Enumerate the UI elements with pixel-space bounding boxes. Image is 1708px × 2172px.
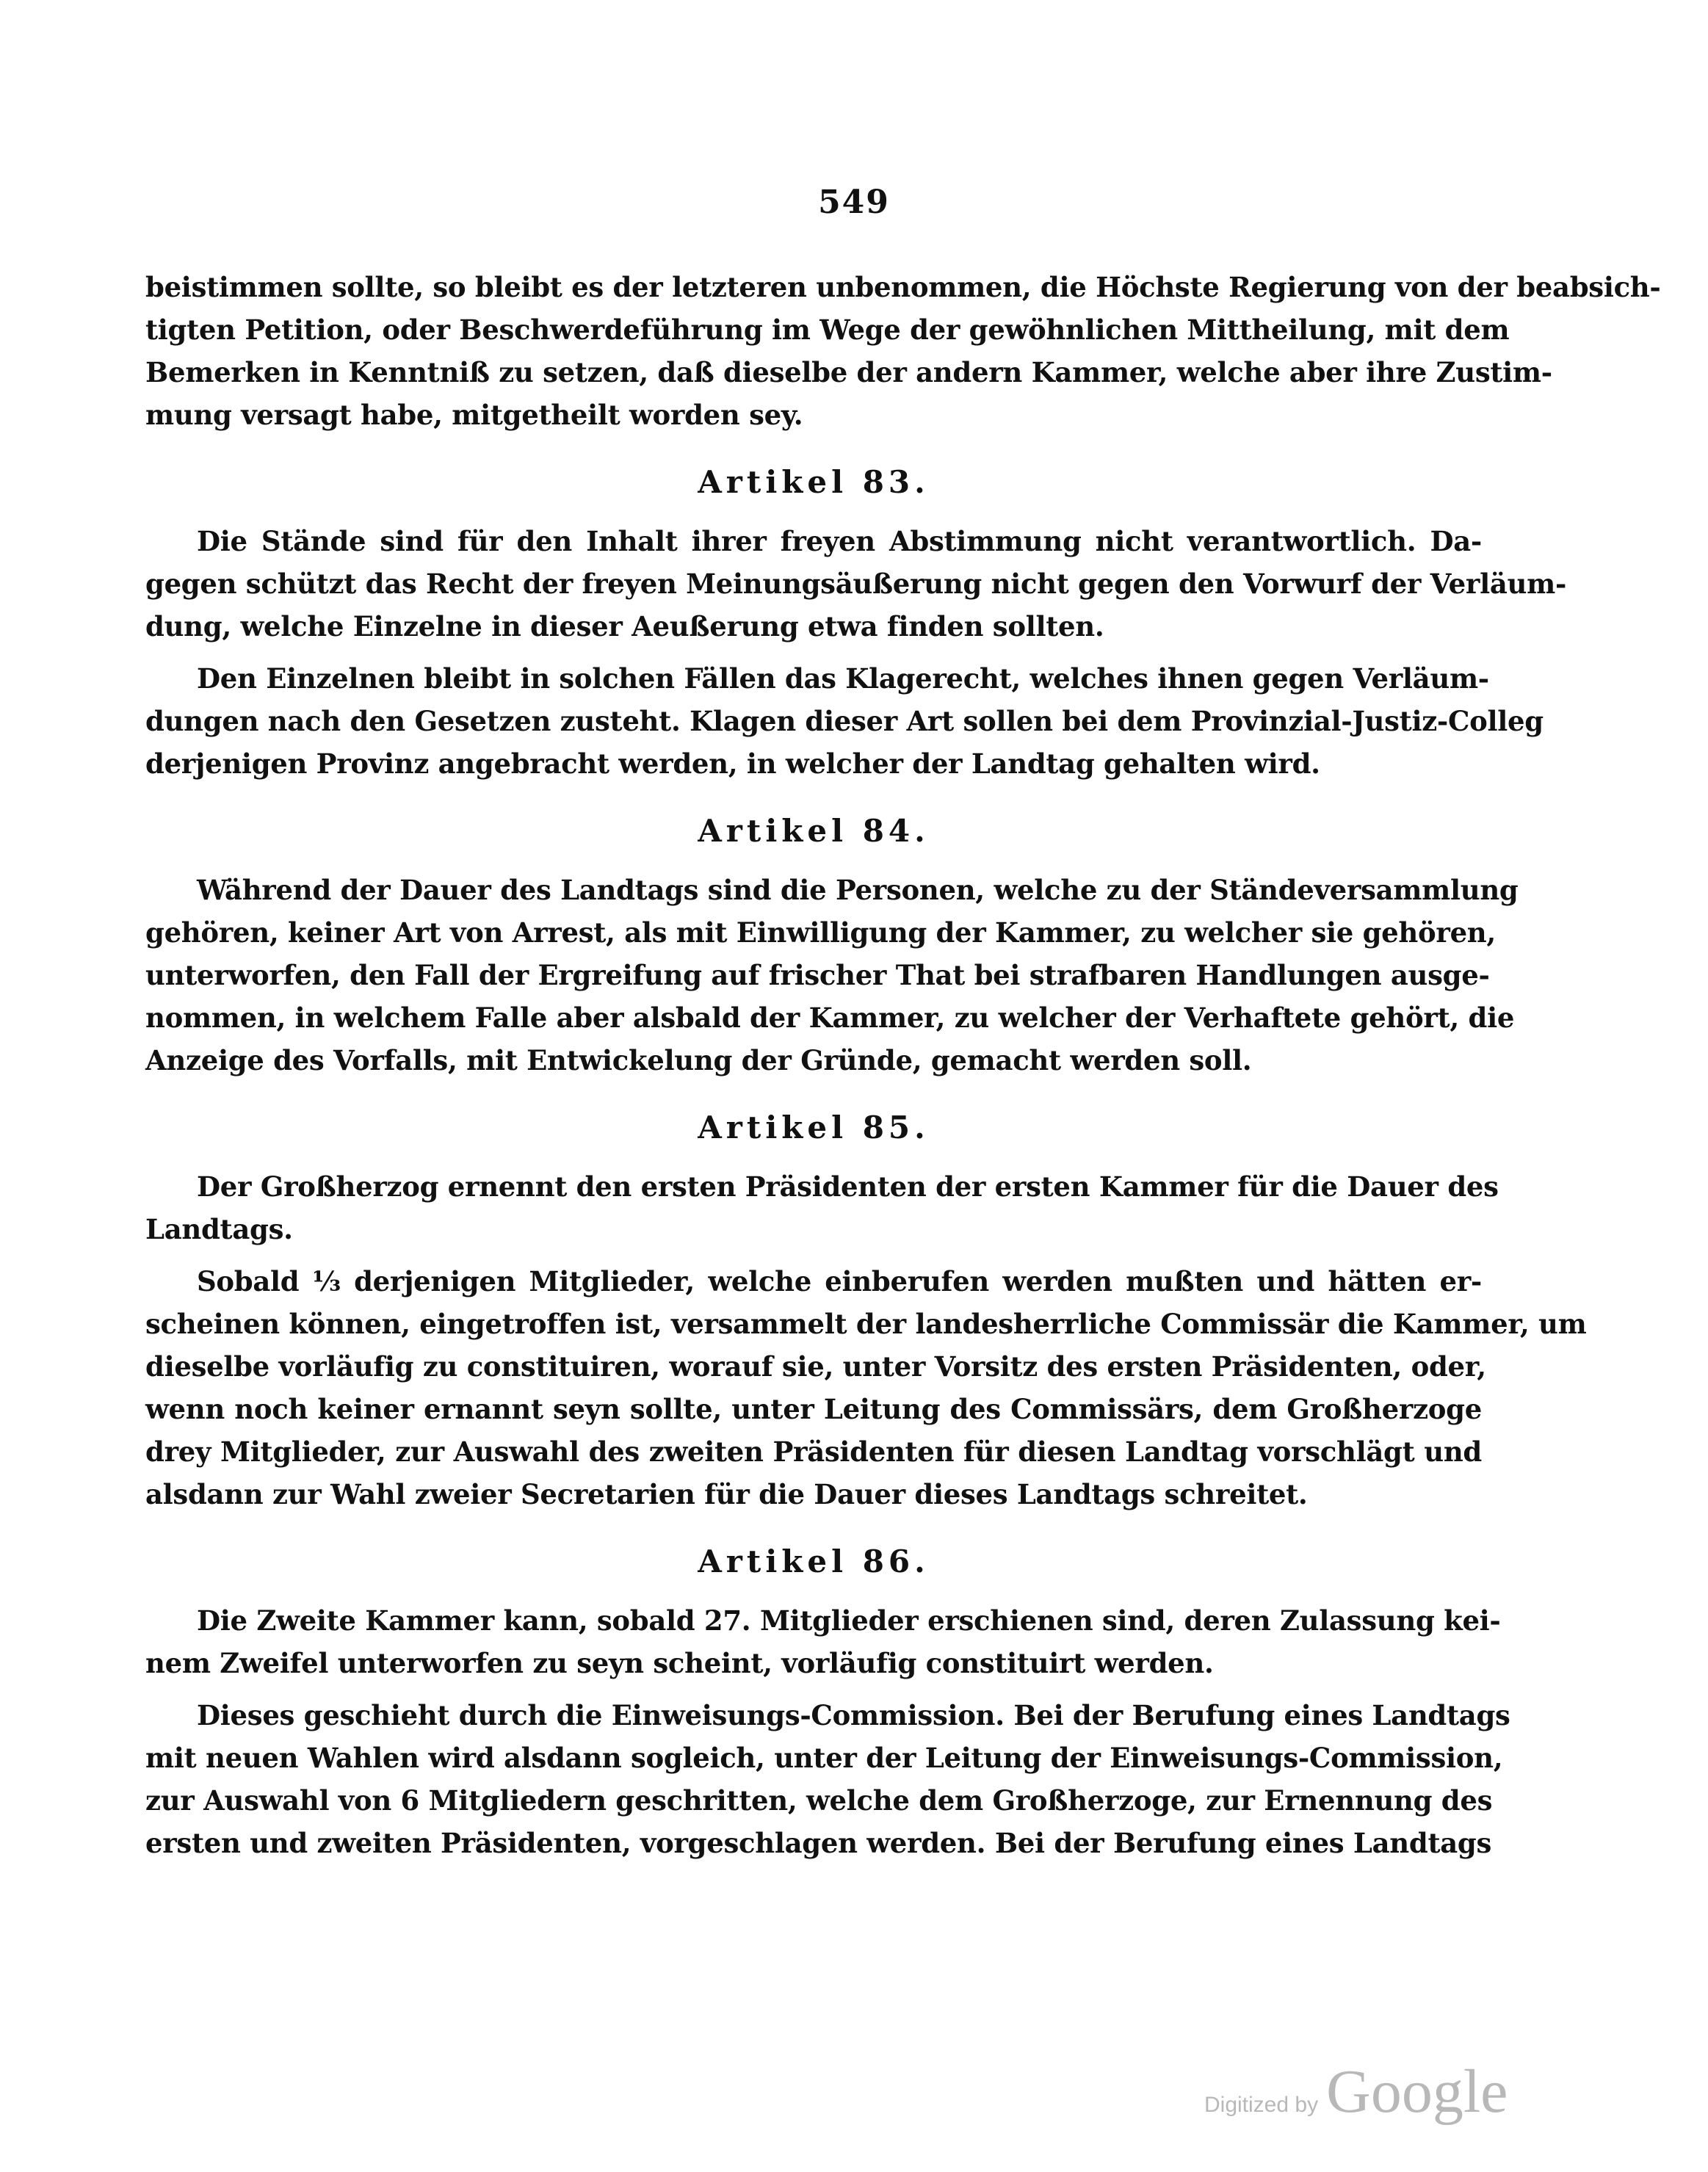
watermark-small-text: Digitized by <box>1204 2093 1319 2117</box>
article-heading: Artikel 85. <box>698 1109 930 1145</box>
paragraph <box>145 1694 1510 1864</box>
text-line: alsdann zur Wahl zweier Secretarien für die Dauer dieses Landtags schreitet. <box>145 1478 1308 1510</box>
text-line: tigten Petition, oder Beschwerdeführung im Wege der gewöhnlichen Mittheilung, mit dem <box>145 314 1510 346</box>
text-line: ersten und zweiten Präsidenten, vorgeschlagen werden. Bei der Berufung eines Landtags <box>145 1827 1492 1859</box>
text-line: Dieses geschieht durch die Einweisungs-Commission. Bei der Berufung eines Landtags <box>197 1699 1510 1731</box>
text-line: derjenigen Provinz angebracht werden, in welcher der Landtag gehalten wird. <box>145 747 1320 780</box>
text-line: scheinen können, eingetroffen ist, versammelt der landesherrliche Commissär die Kammer, um <box>145 1308 1587 1340</box>
text-line: gegen schützt das Recht der freyen Meinungsäußerung nicht gegen den Vorwurf der Verläum- <box>145 568 1567 600</box>
text-line: dieselbe vorläufig zu constituiren, worauf sie, unter Vorsitz des ersten Präsidenten, oder, <box>145 1350 1486 1383</box>
text-line: gehören, keiner Art von Arrest, als mit Einwilligung der Kammer, zu welcher sie gehören, <box>145 916 1496 949</box>
text-line: drey Mitglieder, zur Auswahl des zweiten Präsidenten für diesen Landtag vorschlägt und <box>145 1436 1482 1468</box>
text-line: Sobald ⅓ derjenigen Mitglieder, welche einberufen werden mußten und hätten er- <box>197 1265 1482 1297</box>
text-line: dung, welche Einzelne in dieser Aeußerung etwa finden sollten. <box>145 610 1104 642</box>
paragraph <box>145 657 1544 785</box>
page-number: 549 <box>818 184 890 221</box>
watermark-google-logo: Google <box>1326 2057 1508 2126</box>
text-line: nommen, in welchem Falle aber alsbald der Kammer, zu welcher der Verhaftete gehört, die <box>145 1002 1515 1034</box>
text-line: beistimmen sollte, so bleibt es der letzteren unbenommen, die Höchste Regierung von der beabsich- <box>145 271 1661 303</box>
article-heading: Artikel 84. <box>698 813 930 849</box>
article-heading: Artikel 83. <box>698 464 930 500</box>
article-heading: Artikel 86. <box>698 1543 930 1579</box>
text-line: zur Auswahl von 6 Mitgliedern geschritten, welche dem Großherzoge, zur Ernennung des <box>145 1784 1493 1817</box>
paragraph <box>145 1599 1501 1684</box>
text-line: unterworfen, den Fall der Ergreifung auf frischer That bei strafbaren Handlungen ausge- <box>145 959 1490 991</box>
text-line: Die Zweite Kammer kann, sobald 27. Mitglieder erschienen sind, deren Zulassung kei- <box>197 1604 1501 1637</box>
text-line: Während der Dauer des Landtags sind die Personen, welche zu der Ständeversammlung <box>197 874 1519 906</box>
body-text <box>145 266 1661 1864</box>
paragraph <box>145 520 1567 648</box>
text-line: wenn noch keiner ernannt seyn sollte, unter Leitung des Commissärs, dem Großherzoge <box>145 1393 1482 1425</box>
text-line: Landtags. <box>145 1213 293 1245</box>
paragraph <box>145 869 1519 1082</box>
text-line: Anzeige des Vorfalls, mit Entwickelung der Gründe, gemacht werden soll. <box>145 1044 1252 1076</box>
paragraph <box>145 266 1661 436</box>
text-line: Den Einzelnen bleibt in solchen Fällen das Klagerecht, welches ihnen gegen Verläum- <box>197 662 1489 695</box>
paragraph <box>145 1165 1499 1250</box>
digitized-by-google-watermark <box>1204 2056 1508 2127</box>
text-line: Die Stände sind für den Inhalt ihrer freyen Abstimmung nicht verantwortlich. Da- <box>197 525 1482 557</box>
text-line: mung versagt habe, mitgetheilt worden sey. <box>145 399 803 431</box>
text-line: dungen nach den Gesetzen zusteht. Klagen dieser Art sollen bei dem Provinzial-Justiz-Colleg <box>145 705 1544 737</box>
paragraph <box>145 1260 1587 1516</box>
text-line: mit neuen Wahlen wird alsdann sogleich, unter der Leitung der Einweisungs-Commission, <box>145 1742 1503 1774</box>
text-line: nem Zweifel unterworfen zu seyn scheint, vorläufig constituirt werden. <box>145 1647 1214 1679</box>
text-line: Bemerken in Kenntniß zu setzen, daß dieselbe der andern Kammer, welche aber ihre Zustim- <box>145 356 1552 388</box>
text-line: Der Großherzog ernennt den ersten Präsidenten der ersten Kammer für die Dauer des <box>197 1170 1499 1203</box>
